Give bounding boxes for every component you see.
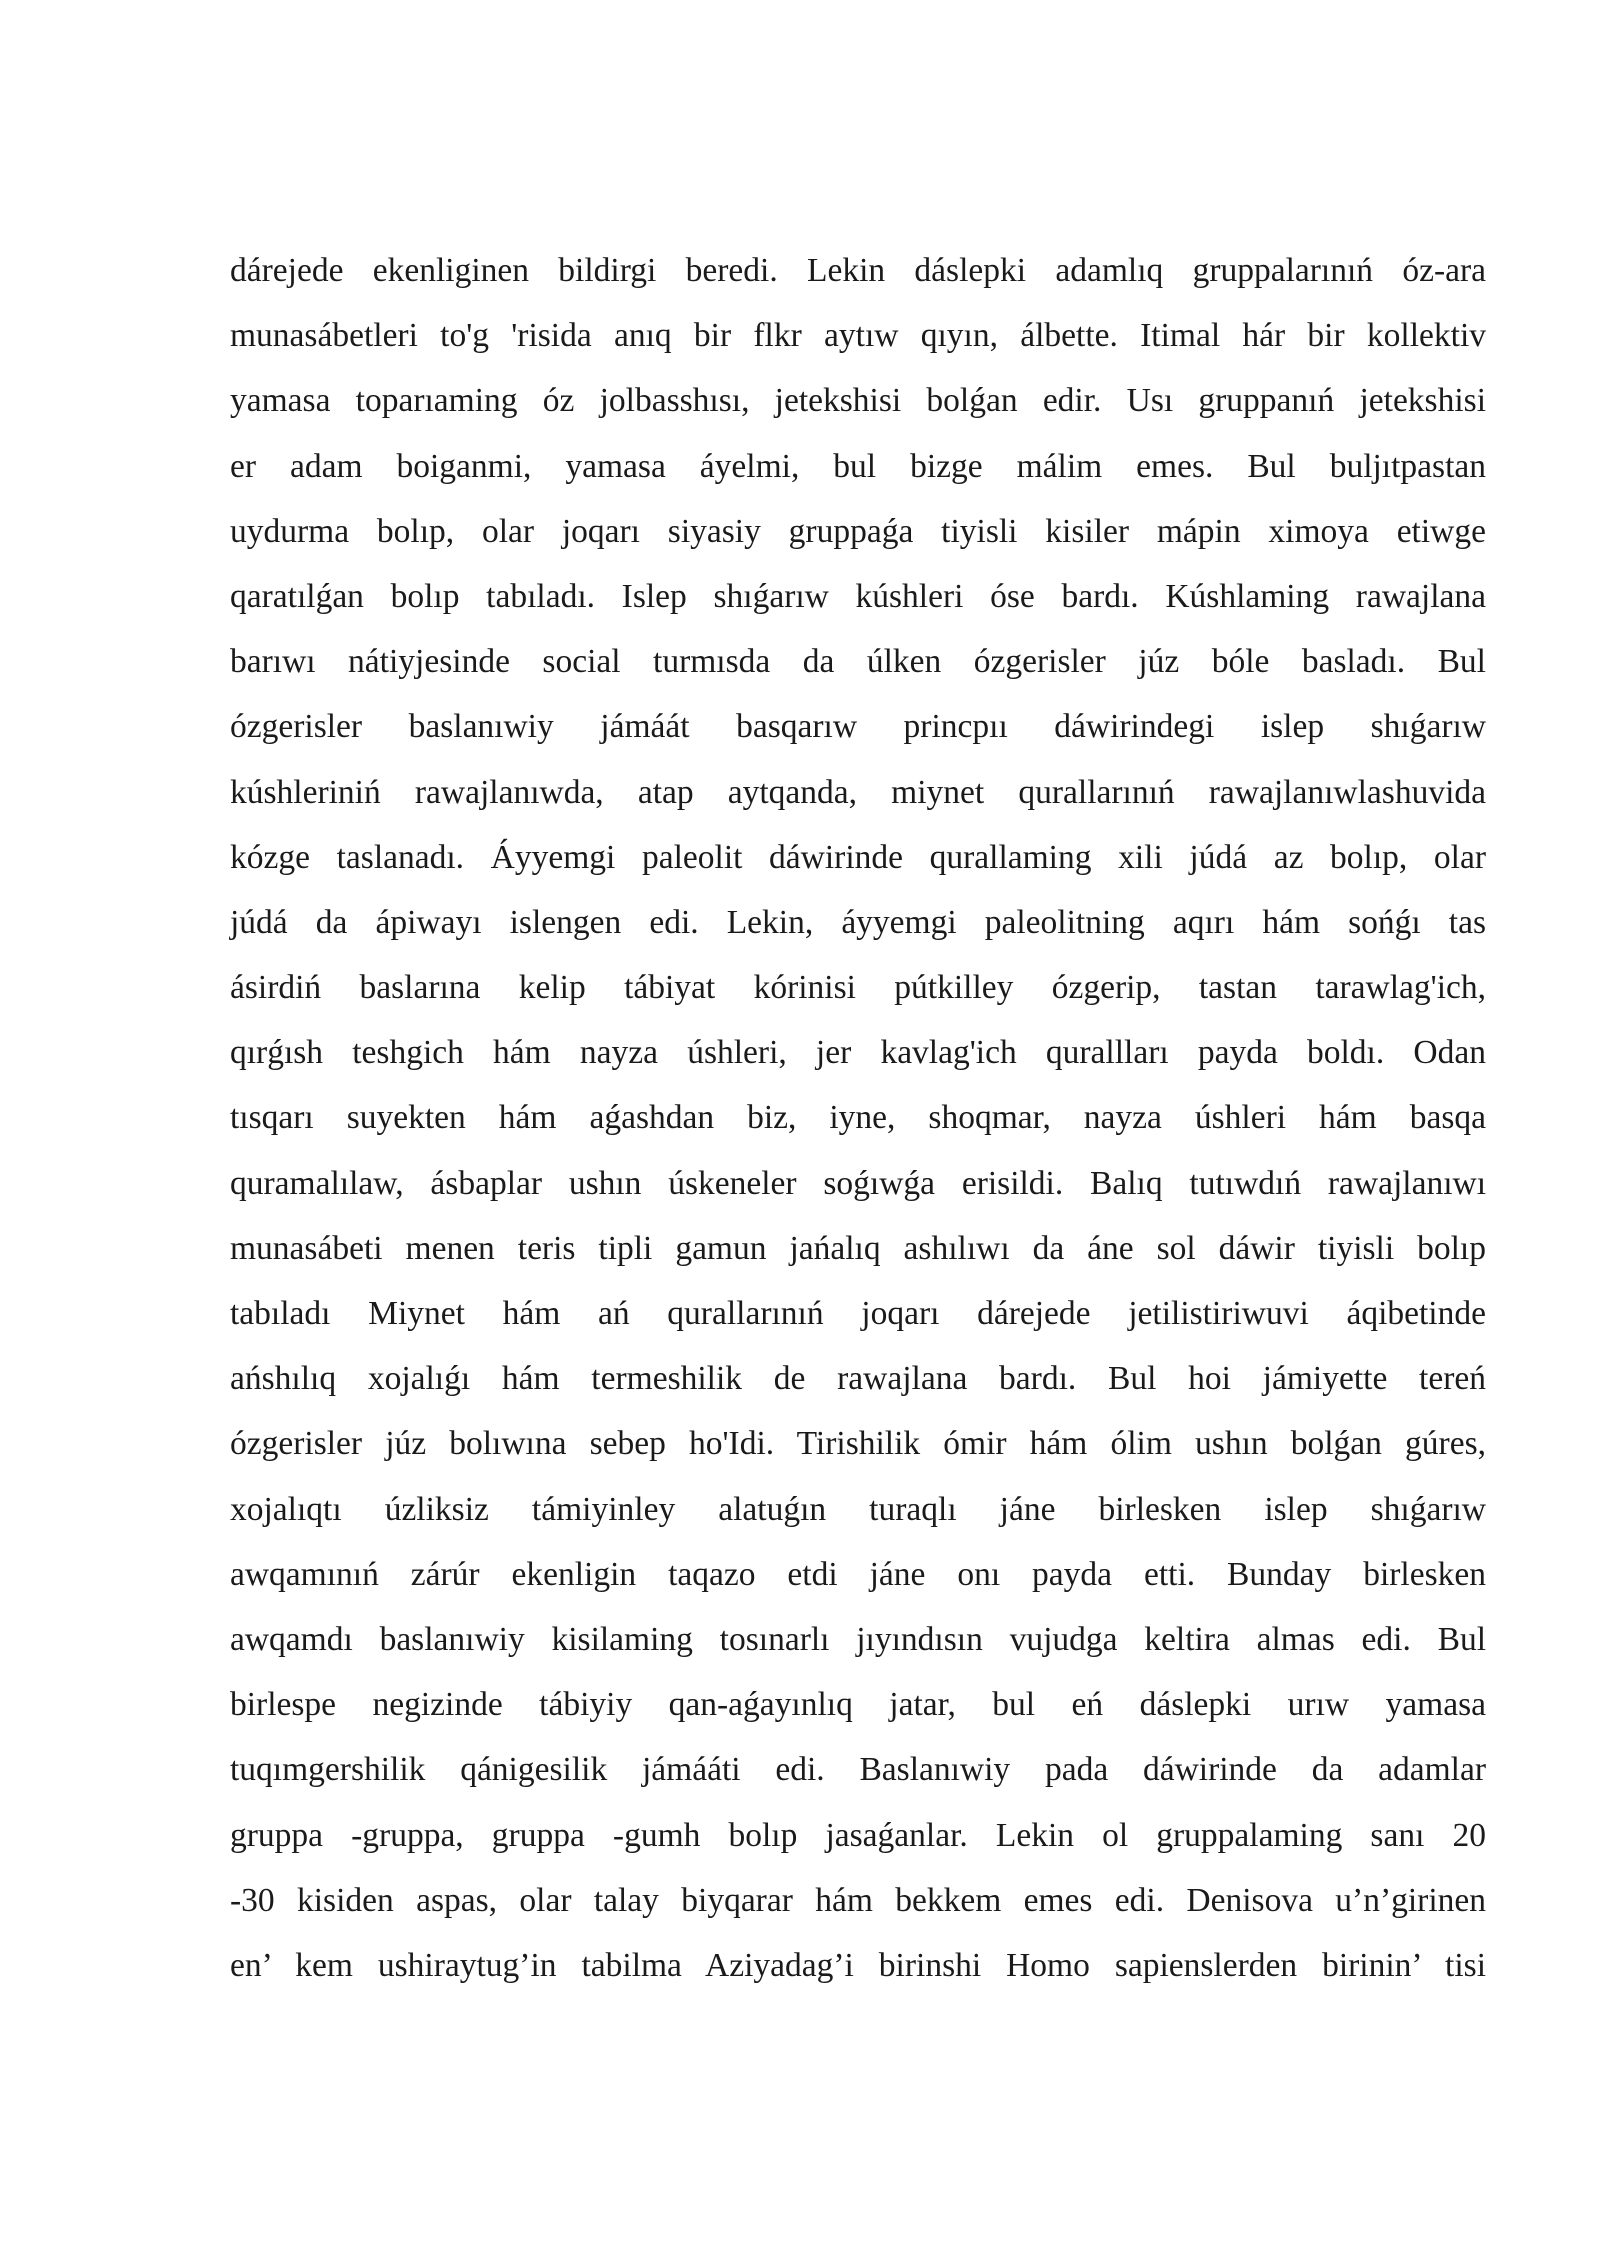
text-line: júdá da ápiwayı islengen edi. Lekin, áyyemgi paleolitning aqırı hám sońǵı tas — [230, 903, 1486, 941]
text-line: yamasa toparıaming óz jolbasshısı, jetekshisi bolǵan edir. Usı gruppanıń jetekshisi — [230, 382, 1486, 420]
text-line: kózge taslanadı. Áyyemgi paleolit dáwirinde qurallaming xili júdá az bolıp, olar — [230, 838, 1486, 876]
text-line: en’ kem ushiraytug’in tabilma Aziyadag’i birinshi Homo sapienslerden birinin’ tisi — [230, 1946, 1486, 1984]
text-line: ańshılıq xojalıǵı hám termeshilik de rawajlana bardı. Bul hoi jámiyette tereń — [230, 1360, 1486, 1398]
text-line: -30 kisiden aspas, olar talay biyqarar hám bekkem emes edi. Denisova u’n’girinen — [230, 1881, 1486, 1919]
text-line: tısqarı suyekten hám aǵashdan biz, iyne, shoqmar, nayza úshleri hám basqa — [230, 1099, 1486, 1137]
body-text — [230, 238, 1486, 1998]
text-line: uydurma bolıp, olar joqarı siyasiy gruppaǵa tiyisli kisiler mápin ximoya etiwge — [230, 512, 1486, 550]
text-line: birlespe negizinde tábiyiy qan-aǵayınlıq jatar, bul eń dáslepki urıw yamasa — [230, 1686, 1486, 1724]
text-line: ózgerisler baslanıwiy jámáát basqarıw princpıı dáwirindegi islep shıǵarıw — [230, 708, 1486, 746]
text-line: er adam boiganmi, yamasa áyelmi, bul bizge málim emes. Bul buljıtpastan — [230, 447, 1486, 485]
text-line: gruppa -gruppa, gruppa -gumh bolıp jasaǵanlar. Lekin ol gruppalaming sanı 20 — [230, 1816, 1486, 1854]
text-line: awqamdı baslanıwiy kisilaming tosınarlı jıyındısın vujudga keltira almas edi. Bul — [230, 1620, 1486, 1658]
text-line: qaratılǵan bolıp tabıladı. Islep shıǵarıw kúshleri óse bardı. Kúshlaming rawajlana — [230, 577, 1486, 615]
text-line: tuqımgershilik qánigesilik jámááti edi. Baslanıwiy pada dáwirinde da adamlar — [230, 1751, 1486, 1789]
text-line: xojalıqtı úzliksiz támiyinley alatuǵın turaqlı jáne birlesken islep shıǵarıw — [230, 1490, 1486, 1528]
text-line: ásirdiń baslarına kelip tábiyat kórinisi pútkilley ózgerip, tastan tarawlag'ich, — [230, 969, 1486, 1007]
text-line: munasábetleri to'g 'risida anıq bir flkr aytıw qıyın, álbette. Itimal hár bir kollektiv — [230, 317, 1486, 355]
text-line: tabıladı Miynet hám ań qurallarınıń joqarı dárejede jetilistiriwuvi áqibetinde — [230, 1295, 1486, 1332]
text-line: munasábeti menen teris tipli gamun jańalıq ashılıwı da áne sol dáwir tiyisli bolıp — [230, 1229, 1486, 1267]
text-line: qırǵısh teshgich hám nayza úshleri, jer kavlag'ich qurallları payda boldı. Odan — [230, 1034, 1486, 1072]
text-line: ózgerisler júz bolıwına sebep ho'Idi. Tirishilik ómir hám ólim ushın bolǵan gúres, — [230, 1425, 1486, 1463]
text-line: dárejede ekenliginen bildirgi beredi. Lekin dáslepki adamlıq gruppalarınıń óz-ara — [230, 252, 1486, 289]
text-line: kúshleriniń rawajlanıwda, atap aytqanda, miynet qurallarınıń rawajlanıwlashuvida — [230, 773, 1486, 811]
text-line: barıwı nátiyjesinde social turmısda da úlken ózgerisler júz bóle basladı. Bul — [230, 643, 1486, 681]
text-line: quramalılaw, ásbaplar ushın úskeneler soǵıwǵa erisildi. Balıq tutıwdıń rawajlanıwı — [230, 1164, 1486, 1202]
text-line: awqamınıń zárúr ekenligin taqazo etdi jáne onı payda etti. Bunday birlesken — [230, 1555, 1486, 1593]
